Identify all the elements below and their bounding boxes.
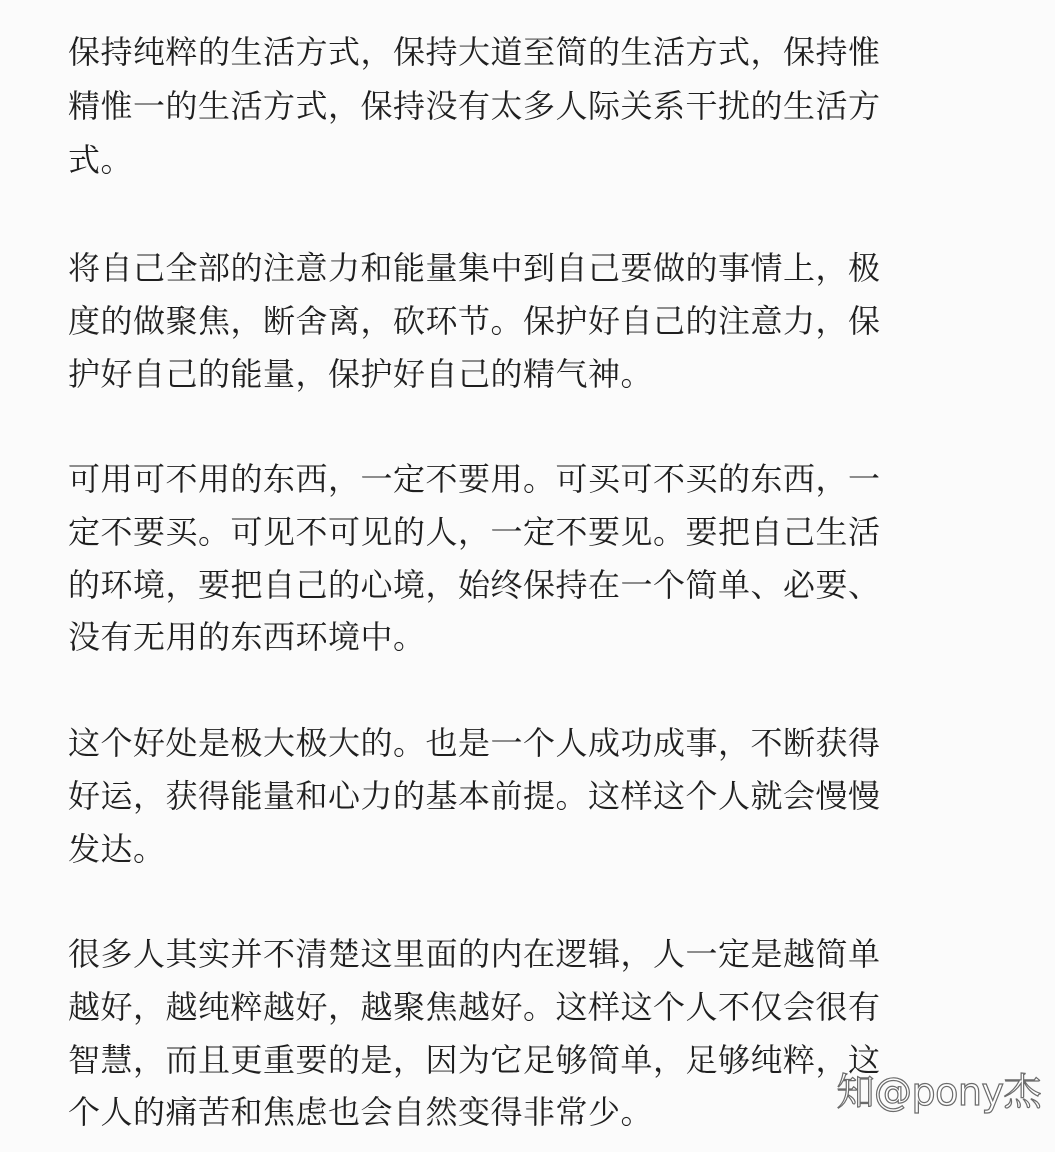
text-line: 这个好处是极大极大的。也是一个人成功成事，不断获得 xyxy=(68,724,881,762)
text-line: 精惟一的生活方式，保持没有太多人际关系干扰的生活方 xyxy=(68,87,881,125)
text-line: 可用可不用的东西，一定不要用。可买可不买的东西，一 xyxy=(68,460,881,498)
text-line: 护好自己的能量，保护好自己的精气神。 xyxy=(68,355,654,393)
text-line: 智慧，而且更重要的是，因为它足够简单，足够纯粹，这 xyxy=(68,1041,881,1079)
text-line: 的环境，要把自己的心境，始终保持在一个简单、必要、 xyxy=(68,566,881,604)
text-line: 好运，获得能量和心力的基本前提。这样这个人就会慢慢 xyxy=(68,777,881,815)
watermark: 知@pony杰 xyxy=(836,1070,1041,1114)
text-line: 将自己全部的注意力和能量集中到自己要做的事情上，极 xyxy=(68,249,881,287)
text-line: 越好，越纯粹越好，越聚焦越好。这样这个人不仅会很有 xyxy=(68,988,881,1026)
text-line: 个人的痛苦和焦虑也会自然变得非常少。 xyxy=(68,1093,654,1131)
text-line: 式。 xyxy=(68,141,134,179)
text-line: 保持纯粹的生活方式，保持大道至简的生活方式，保持惟 xyxy=(68,33,881,71)
text-line: 定不要买。可见不可见的人，一定不要见。要把自己生活 xyxy=(68,513,881,551)
text-line: 没有无用的东西环境中。 xyxy=(68,618,426,656)
text-line: 度的做聚焦，断舍离，砍环节。保护好自己的注意力，保 xyxy=(68,302,881,340)
text-line: 发达。 xyxy=(68,830,166,868)
text-line: 很多人其实并不清楚这里面的内在逻辑，人一定是越简单 xyxy=(68,935,881,973)
